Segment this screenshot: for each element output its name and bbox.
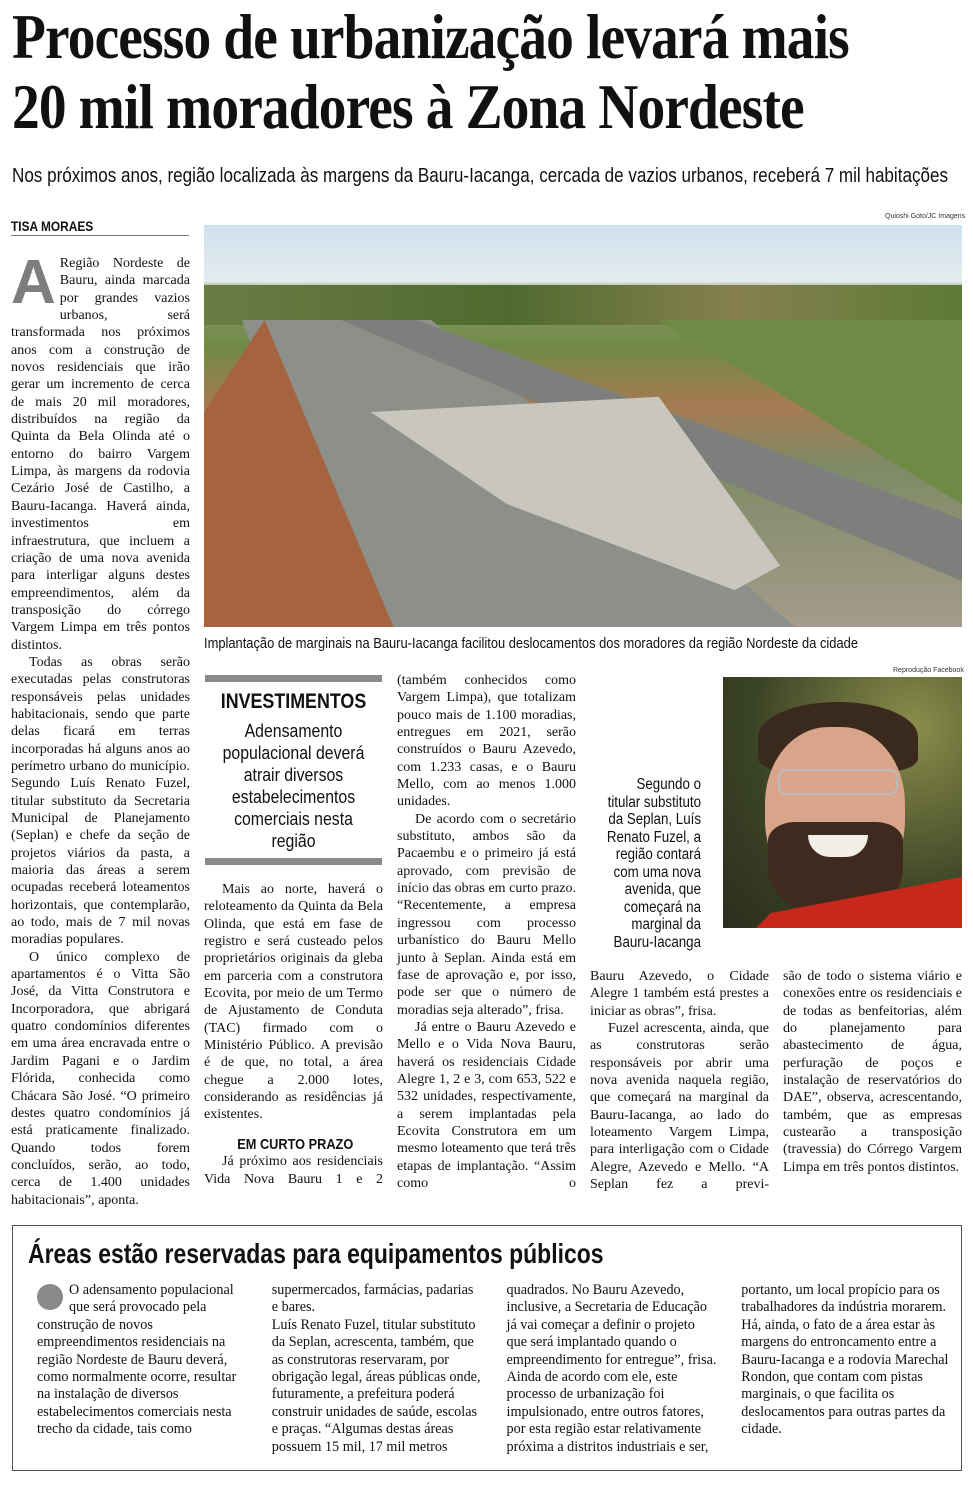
author-name: TISA MORAES — [11, 218, 94, 234]
paragraph-text: O adensamento populacional que será provocado pela construção de novos empreendimentos residenciais na região Nordeste de Bauru deverá, como normalmente ocorre, resultar na instalação de diversos estabelecimentos comerciais nesta trecho da cidade, tais como supermercados, farmácias, padarias e bares. — [37, 1282, 474, 1438]
highlight-text: Adensamento populacional deverá atrair diversos estabelecimentos comerciais nesta região — [222, 721, 365, 851]
photo-caption: Implantação de marginais na Bauru-Iacanga facilitou deslocamentos dos moradores da região Nordeste da cidade — [204, 635, 858, 652]
lead-paragraph — [11, 248, 190, 654]
section-subheading-text: EM CURTO PRAZO — [237, 1135, 354, 1153]
pull-quote: Segundo o titular substituto da Seplan, Luís Renato Fuzel, a região contará com uma nova avenida, que começará na marginal da Bauru-Iacanga — [606, 776, 701, 951]
drop-cap: A — [11, 248, 56, 317]
photo-credit: Quioshi Goto/JC Imagens — [885, 213, 966, 220]
section-subheading — [204, 1136, 383, 1153]
paragraph: O único complexo de apartamentos é o Vitta São José, da Vitta Construtora e Incorporadora, que abrigará quatro condomínios diferentes em uma área encravada entre o Jardim Pagani e o Jardim Flórida, conhecida como Chácara São José. “O primeiro destes quatro condomínios já está praticamente finalizado. Quando todos forem concluídos, serão, ao todo, cerca de 1.400 unidades habitacionais”, aponta. — [11, 949, 190, 1208]
paragraph: De acordo com o secretário substituto, ambos são da Pacaembu e o primeiro já está aprovado, com previsão de início das obras em curto prazo. “Recentemente, a empresa ingressou com processo urbanístico do Bauru Mello junto à Seplan. Ainda está em fase de aprovação e, por isso, pode ser que o número de moradias seja alterado”, frisa. — [397, 811, 576, 1018]
paragraph: Ainda de acordo com ele, este processo de urbanização foi impulsionado, entre outros fatores, por esta região estar relativamente próxima a distritos industriais e ser, portanto, um local propício para os trabalhadores da indústria morarem. Há, ainda, o fato de a área estar às margens do entroncamento entre a Bauru-Iacanga e a rodovia Marechal Rondon, que contam com pistas marginais, o que facilita os deslocamentos para outras partes da cidade. — [506, 1282, 949, 1455]
highway-photo — [204, 225, 962, 627]
glasses — [778, 769, 898, 795]
paragraph: Todas as obras serão executadas pelas construtoras responsáveis pelas unidades habitacionais, sendo que parte delas ficará em terras incorporadas há alguns anos ao perímetro urbano do município. Segundo Luís Renato Fuzel, titular substituto da Secretaria Municipal de Planejamento (Seplan) e chefe da seção de projetos viários da pasta, a maioria das áreas a serem ocupadas receberá loteamentos horizontais, que contemplarão, ao todo, mais de 7 mil novas moradias populares. — [11, 654, 190, 948]
lead-paragraph-text: Região Nordeste de Bauru, ainda marcada por grandes vazios urbanos, será transformada nos próximos anos com a construção de novos residenciais que irão gerar um incremento de cerca de mais 20 mil moradores, distribuídos na região da Quinta da Bela Olinda até o entorno do bairro Vargem Limpa, às margens da rodovia Cezário José de Castilho, a Bauru-Iacanga. Haverá ainda, investimentos em infraestrutura, que incluem a criação de uma nova avenida para interligar alguns destes empreendimentos, além da transposição do córrego Vargem Limpa em três pontos distintos. — [11, 256, 190, 653]
highlight-box-inner — [205, 682, 382, 858]
paragraph: Mais ao norte, haverá o reloteamento da Quinta da Bela Olinda, que está em fase de registro e será custeado pelos proprietários originais da gleba em parceria com a construtora Ecovita, por meio de um Termo de Ajustamento de Conduta (TAC) firmado com o Ministério Público. A previsão é de que, no total, a área chegue a 2.000 lotes, considerando as residências já existentes. — [204, 882, 383, 1123]
paragraph: são de todo o sistema viário e conexões entre os residenciais e de todas as benfeitorias, além do planejamento para abastecimento de água, perfuração de poços e instalação de reservatórios do DAE”, observa, acrescentando, também, que as empresas custearão a transposição (travessia) do Córrego Vargem Limpa em três pontos distintos. — [783, 969, 962, 1175]
article-column-5 — [783, 968, 962, 1176]
highlight-box — [205, 675, 382, 865]
author-byline — [11, 218, 189, 236]
related-story-box — [12, 1225, 962, 1471]
paragraph: Já próximo aos residenciais Vida Nova Bauru 1 e 2 — [204, 1154, 383, 1187]
headline-line-1: Processo de urbanização levará mais — [12, 1, 849, 72]
paragraph: Luís Renato Fuzel, titular substituto da Seplan, acrescenta, também, que as construtoras reservaram, por obrigação legal, áreas públicas onde, futuramente, a prefeitura poderá construir unidades de saúde, escolas e praças. “Algumas destas áreas possuem 15 mil, 17 mil metros quadrados. No Bauru Azevedo, inclusive, a Secretaria de Educação já vai começar a definir o projeto que será implantado quando o empreendimento for entregue”, frisa. — [271, 1282, 717, 1455]
subheadline: Nos próximos anos, região localizada às margens da Bauru-Iacanga, cercada de vazios urbanos, receberá 7 mil habitações — [12, 165, 948, 187]
portrait-credit: Reprodução Facebook — [893, 667, 964, 674]
tree-line — [204, 285, 962, 325]
headline — [12, 2, 965, 142]
article-column-2 — [204, 881, 383, 1188]
related-story-title: Áreas estão reservadas para equipamentos públicos — [28, 1238, 604, 1269]
paragraph: Já entre o Bauru Azevedo e Mello e o Vida Nova Bauru, haverá os residenciais Cidade Alegre 1, 2 e 3, com 653, 522 e 532 unidades, respectivamente, a serem implantadas pela Ecovita Construtora em um mesmo loteamento que terá três etapas de implantação. “Assim como o — [397, 1019, 576, 1191]
highlight-label: INVESTIMENTOS — [220, 690, 367, 713]
article-column-3 — [397, 672, 576, 1192]
related-story-body — [37, 1282, 952, 1462]
article-column-4 — [590, 968, 769, 1193]
paragraph: Fuzel acrescenta, ainda, que as construtoras serão responsáveis por abrir uma nova avenida naquela região, que começará na marginal da Bauru-Iacanga, ao lado do loteamento Vargem Limpa, para interligação com o Cidade Alegre, Azevedo e Mello. “A Seplan fez a previ- — [590, 1021, 769, 1193]
portrait-photo — [723, 677, 962, 928]
article-column-1 — [11, 248, 190, 1209]
bullet-circle-icon — [37, 1284, 63, 1310]
paragraph: Bauru Azevedo, o Cidade Alegre 1 também está prestes a iniciar as obras”, frisa. — [590, 969, 769, 1019]
paragraph: (também conhecidos como Vargem Limpa), que totalizam pouco mais de 1.100 moradias, entregues em 2021, serão construídos o Bauru Azevedo, com 1.233 casas, e o Bauru Mello, com ao menos 1.000 unidades. — [397, 673, 576, 810]
headline-line-2: 20 mil moradores à Zona Nordeste — [12, 71, 804, 142]
